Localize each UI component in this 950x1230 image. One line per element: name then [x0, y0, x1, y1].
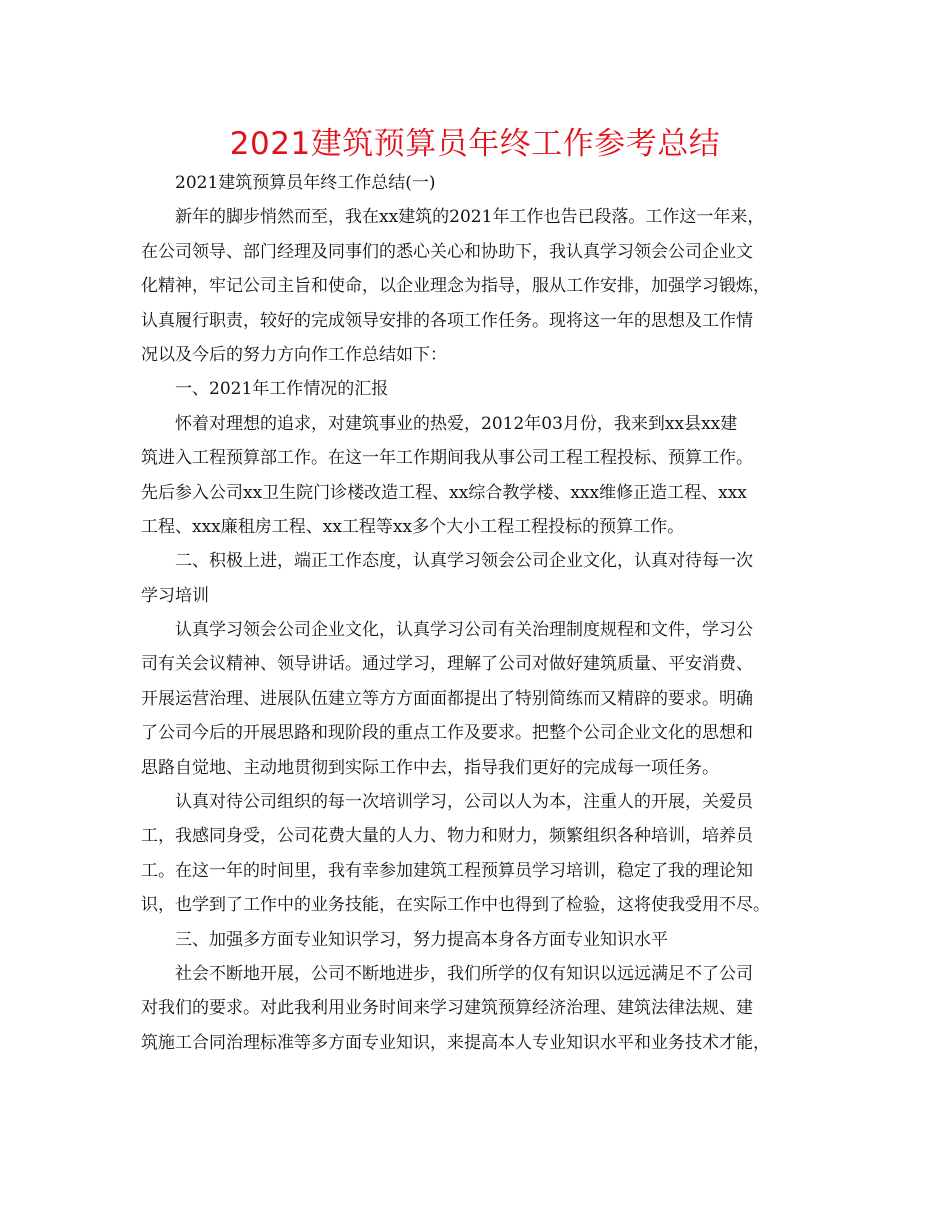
- paragraph-line: 认真履行职责，较好的完成领导安排的各项工作任务。现将这一年的思想及工作情: [141, 310, 753, 331]
- section-heading: 二、积极上进，端正工作态度，认真学习领会公司企业文化，认真对待每一次: [175, 551, 753, 572]
- subtitle-line: 2021建筑预算员年终工作总结(一): [175, 173, 436, 193]
- paragraph-line: 化精神，牢记公司主旨和使命，以企业理念为指导，服从工作安排，加强学习锻炼，: [141, 276, 770, 297]
- paragraph-line: 工，我感同身受，公司花费大量的人力、物力和财力，频繁组织各种培训，培养员: [141, 826, 753, 847]
- paragraph-line: 怀着对理想的追求，对建筑事业的热爱，2012年03月份，我来到xx县xx建: [175, 413, 738, 434]
- paragraph-line: 认真对待公司组织的每一次培训学习，公司以人为本，注重人的开展，关爱员: [175, 792, 753, 813]
- paragraph-line: 筑施工合同治理标准等多方面专业知识，来提高本人专业知识水平和业务技术才能，: [141, 1032, 770, 1053]
- paragraph-line: 对我们的要求。对此我利用业务时间来学习建筑预算经济治理、建筑法律法规、建: [141, 998, 753, 1019]
- document-title: 2021建筑预算员年终工作参考总结: [229, 126, 721, 162]
- paragraph-line: 筑进入工程预算部工作。在这一年工作期间我从事公司工程工程投标、预算工作。: [141, 448, 753, 469]
- paragraph-line: 思路自觉地、主动地贯彻到实际工作中去，指导我们更好的完成每一项任务。: [141, 757, 719, 778]
- section-heading-continued: 学习培训: [141, 585, 209, 606]
- paragraph-line: 工程、xxx廉租房工程、xx工程等xx多个大小工程工程投标的预算工作。: [141, 516, 685, 537]
- paragraph-line: 了公司今后的开展思路和现阶段的重点工作及要求。把整个公司企业文化的思想和: [141, 723, 753, 744]
- paragraph-line: 社会不断地开展，公司不断地进步，我们所学的仅有知识以远远满足不了公司: [175, 963, 753, 984]
- paragraph-line: 开展运营治理、进展队伍建立等方方面面都提出了特别简练而又精辟的要求。明确: [141, 688, 753, 709]
- paragraph-line: 先后参入公司xx卫生院门诊楼改造工程、xx综合教学楼、xxx维修正造工程、xxx: [141, 482, 747, 503]
- paragraph-line: 在公司领导、部门经理及同事们的悉心关心和协助下，我认真学习领会公司企业文: [141, 241, 753, 262]
- section-heading: 一、2021年工作情况的汇报: [175, 379, 389, 400]
- paragraph-line: 识，也学到了工作中的业务技能，在实际工作中也得到了检验，这将使我受用不尽。: [141, 895, 770, 916]
- paragraph-line: 认真学习领会公司企业文化，认真学习公司有关治理制度规程和文件，学习公: [175, 620, 753, 641]
- paragraph-line: 况以及今后的努力方向作工作总结如下：: [141, 344, 447, 365]
- section-heading: 三、加强多方面专业知识学习，努力提高本身各方面专业知识水平: [175, 929, 668, 950]
- paragraph-line: 新年的脚步悄然而至，我在xx建筑的2021年工作也告已段落。工作这一年来，: [175, 207, 765, 228]
- document-body: [141, 166, 825, 1060]
- paragraph-line: 工。在这一年的时间里，我有幸参加建筑工程预算员学习培训，稳定了我的理论知: [141, 860, 753, 881]
- paragraph-line: 司有关会议精神、领导讲话。通过学习，理解了公司对做好建筑质量、平安消费、: [141, 654, 753, 675]
